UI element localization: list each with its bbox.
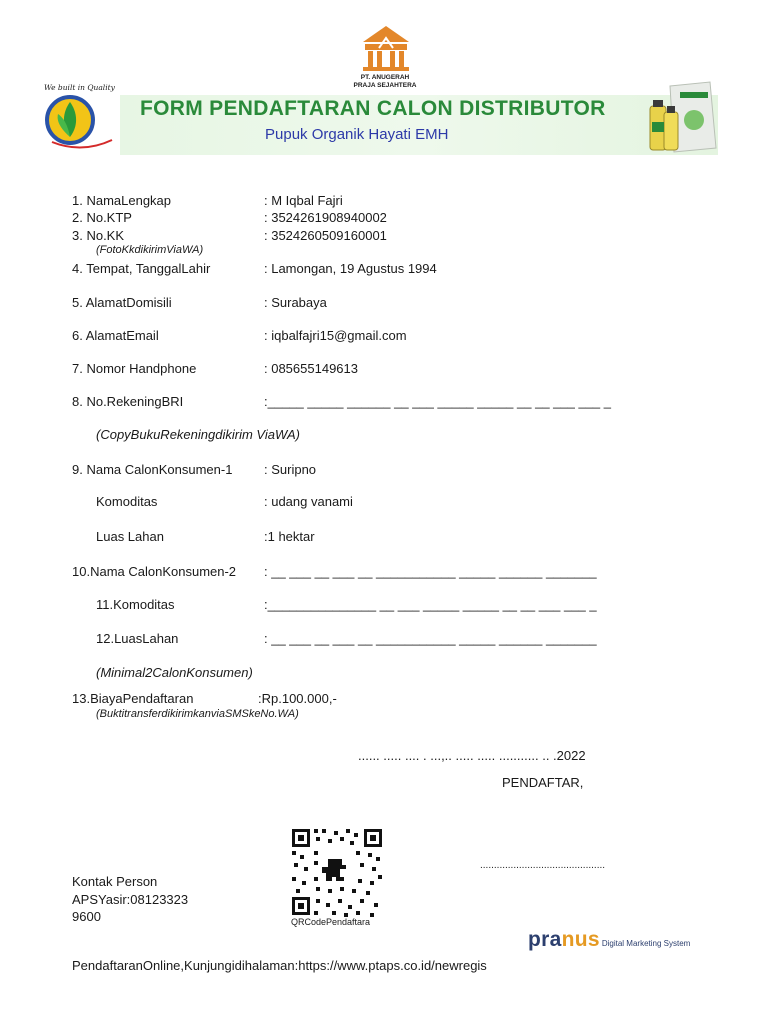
quality-logo bbox=[42, 82, 122, 162]
quality-tagline: We built in Quality bbox=[44, 83, 115, 92]
contact-phone-cont: 9600 bbox=[72, 909, 101, 924]
pranus-logo: pranus Digital Marketing System bbox=[528, 928, 691, 951]
signature-line: ............................................. bbox=[480, 860, 606, 871]
contact-phone: APSYasir:08123323 bbox=[72, 892, 189, 907]
kk-note: (FotoKkdikirimViaWA) bbox=[96, 244, 204, 256]
signer-role: PENDAFTAR, bbox=[502, 775, 584, 790]
pranus-tagline: Digital Marketing System bbox=[601, 939, 691, 948]
konsumen-note: (Minimal2CalonKonsumen) bbox=[96, 665, 253, 680]
qr-label: QRCodePendaftara bbox=[291, 917, 371, 927]
registration-link[interactable]: https://www.ptaps.co.id/newregis bbox=[298, 958, 487, 973]
product-image bbox=[640, 78, 720, 156]
form-subtitle: Pupuk Organik Hayati EMH bbox=[265, 126, 449, 143]
rekening-note: (CopyBukuRekeningdikirim ViaWA) bbox=[96, 427, 300, 442]
company-name: PT. ANUGERAH PRAJA SEJAHTERA bbox=[353, 74, 417, 89]
form-title: FORM PENDAFTARAN CALON DISTRIBUTOR bbox=[140, 97, 606, 120]
footer-note: PendaftaranOnline,Kunjungidihalaman:https://www.ptaps.co.id/newregis bbox=[72, 958, 487, 973]
date-line: ...... ..... .... . ...,.. ..... ..... ........... .. .2022 bbox=[358, 748, 586, 763]
qr-code[interactable] bbox=[290, 827, 384, 917]
contact-title: Kontak Person bbox=[72, 874, 158, 889]
biaya-note: (BuktitransferdikirimkanviaSMSkeNo.WA) bbox=[96, 708, 299, 720]
